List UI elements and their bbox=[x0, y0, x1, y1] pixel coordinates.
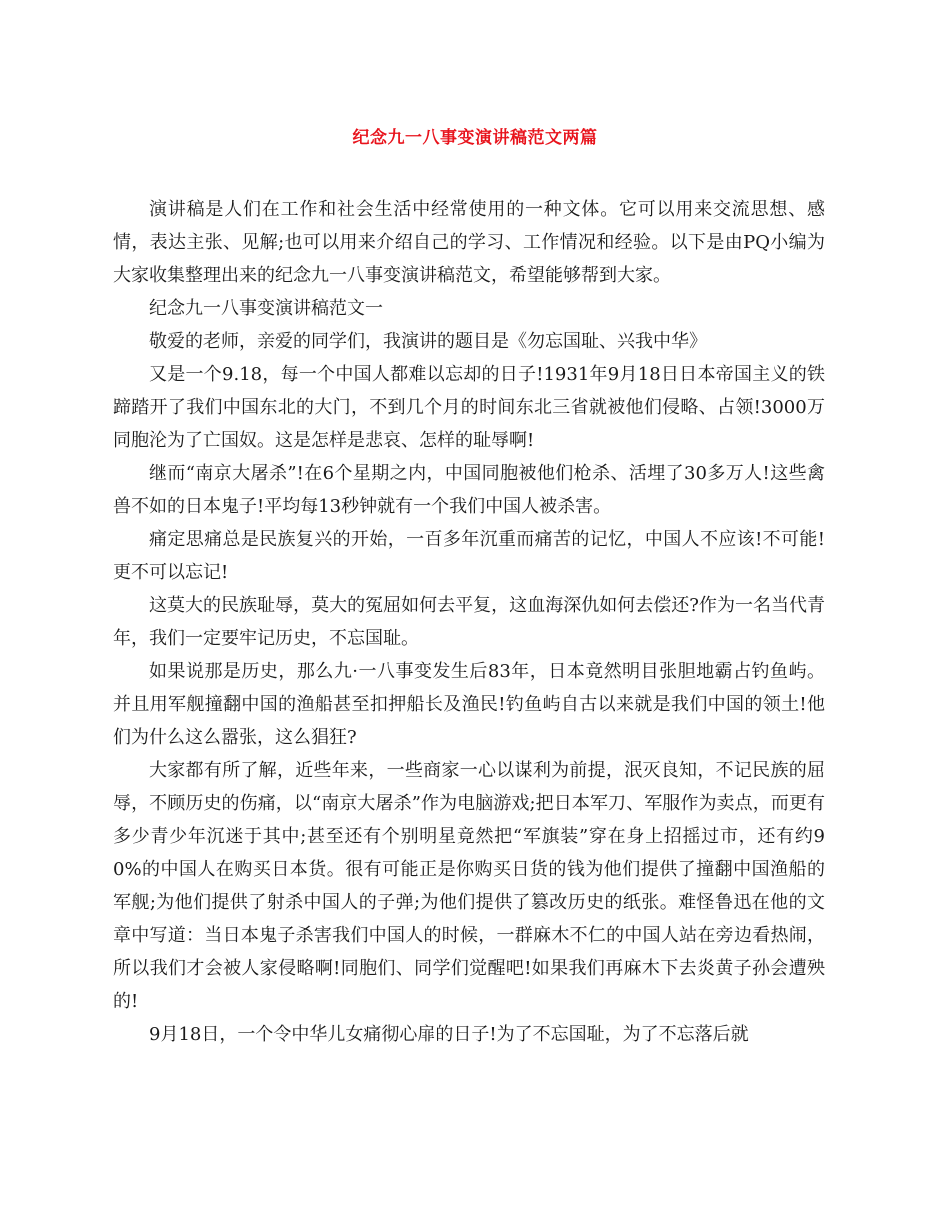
paragraph: 痛定思痛总是民族复兴的开始，一百多年沉重而痛苦的记忆，中国人不应该!不可能!更不可以忘记! bbox=[113, 529, 825, 583]
document-body bbox=[113, 193, 825, 1051]
paragraph: 大家都有所了解，近些年来，一些商家一心以谋利为前提，泯灭良知，不记民族的屈辱，不顾历史的伤痛，以“南京大屠杀”作为电脑游戏;把日本军刀、军服作为卖点，而更有多少青少年沉迷于其中;甚至还有个别明星竟然把“军旗装”穿在身上招摇过市，还有约90%的中国人在购买日本货。很有可能正是你购买日货的钱为他们提供了撞翻中国渔船的军舰;为他们提供了射杀中国人的子弹;为他们提供了篡改历史的纸张。难怪鲁迅在他的文章中写道：当日本鬼子杀害我们中国人的时候，一群麻木不仁的中国人站在旁边看热闹，所以我们才会被人家侵略啊!同胞们、同学们觉醒吧!如果我们再麻木下去炎黄子孙会遭殃的! bbox=[113, 760, 825, 1012]
paragraph: 继而“南京大屠杀”!在6个星期之内，中国同胞被他们枪杀、活埋了30多万人!这些禽兽不如的日本鬼子!平均每13秒钟就有一个我们中国人被杀害。 bbox=[113, 463, 825, 517]
paragraph: 这莫大的民族耻辱，莫大的冤屈如何去平复，这血海深仇如何去偿还?作为一名当代青年，我们一定要牢记历史，不忘国耻。 bbox=[113, 595, 825, 649]
paragraph: 又是一个9.18，每一个中国人都难以忘却的日子!1931年9月18日日本帝国主义的铁蹄踏开了我们中国东北的大门，不到几个月的时间东北三省就被他们侵略、占领!3000万同胞沦为了亡国奴。这是怎样是悲哀、怎样的耻辱啊! bbox=[113, 364, 825, 451]
paragraph: 如果说那是历史，那么九·一八事变发生后83年，日本竟然明目张胆地霸占钓鱼屿。并且用军舰撞翻中国的渔船甚至扣押船长及渔民!钓鱼屿自古以来就是我们中国的领土!他们为什么这么嚣张，这么猖狂? bbox=[113, 661, 825, 748]
paragraph-intro: 演讲稿是人们在工作和社会生活中经常使用的一种文体。它可以用来交流思想、感情，表达主张、见解;也可以用来介绍自己的学习、工作情况和经验。以下是由PQ小编为大家收集整理出来的纪念九一八事变演讲稿范文，希望能够帮到大家。 bbox=[113, 199, 825, 286]
document-title: 纪念九一八事变演讲稿范文两篇 bbox=[352, 128, 598, 148]
paragraph-section-heading: 纪念九一八事变演讲稿范文一 bbox=[149, 298, 383, 319]
paragraph: 9月18日，一个令中华儿女痛彻心扉的日子!为了不忘国耻，为了不忘落后就 bbox=[149, 1024, 749, 1045]
paragraph-greeting: 敬爱的老师，亲爱的同学们，我演讲的题目是《勿忘国耻、兴我中华》 bbox=[149, 331, 707, 352]
